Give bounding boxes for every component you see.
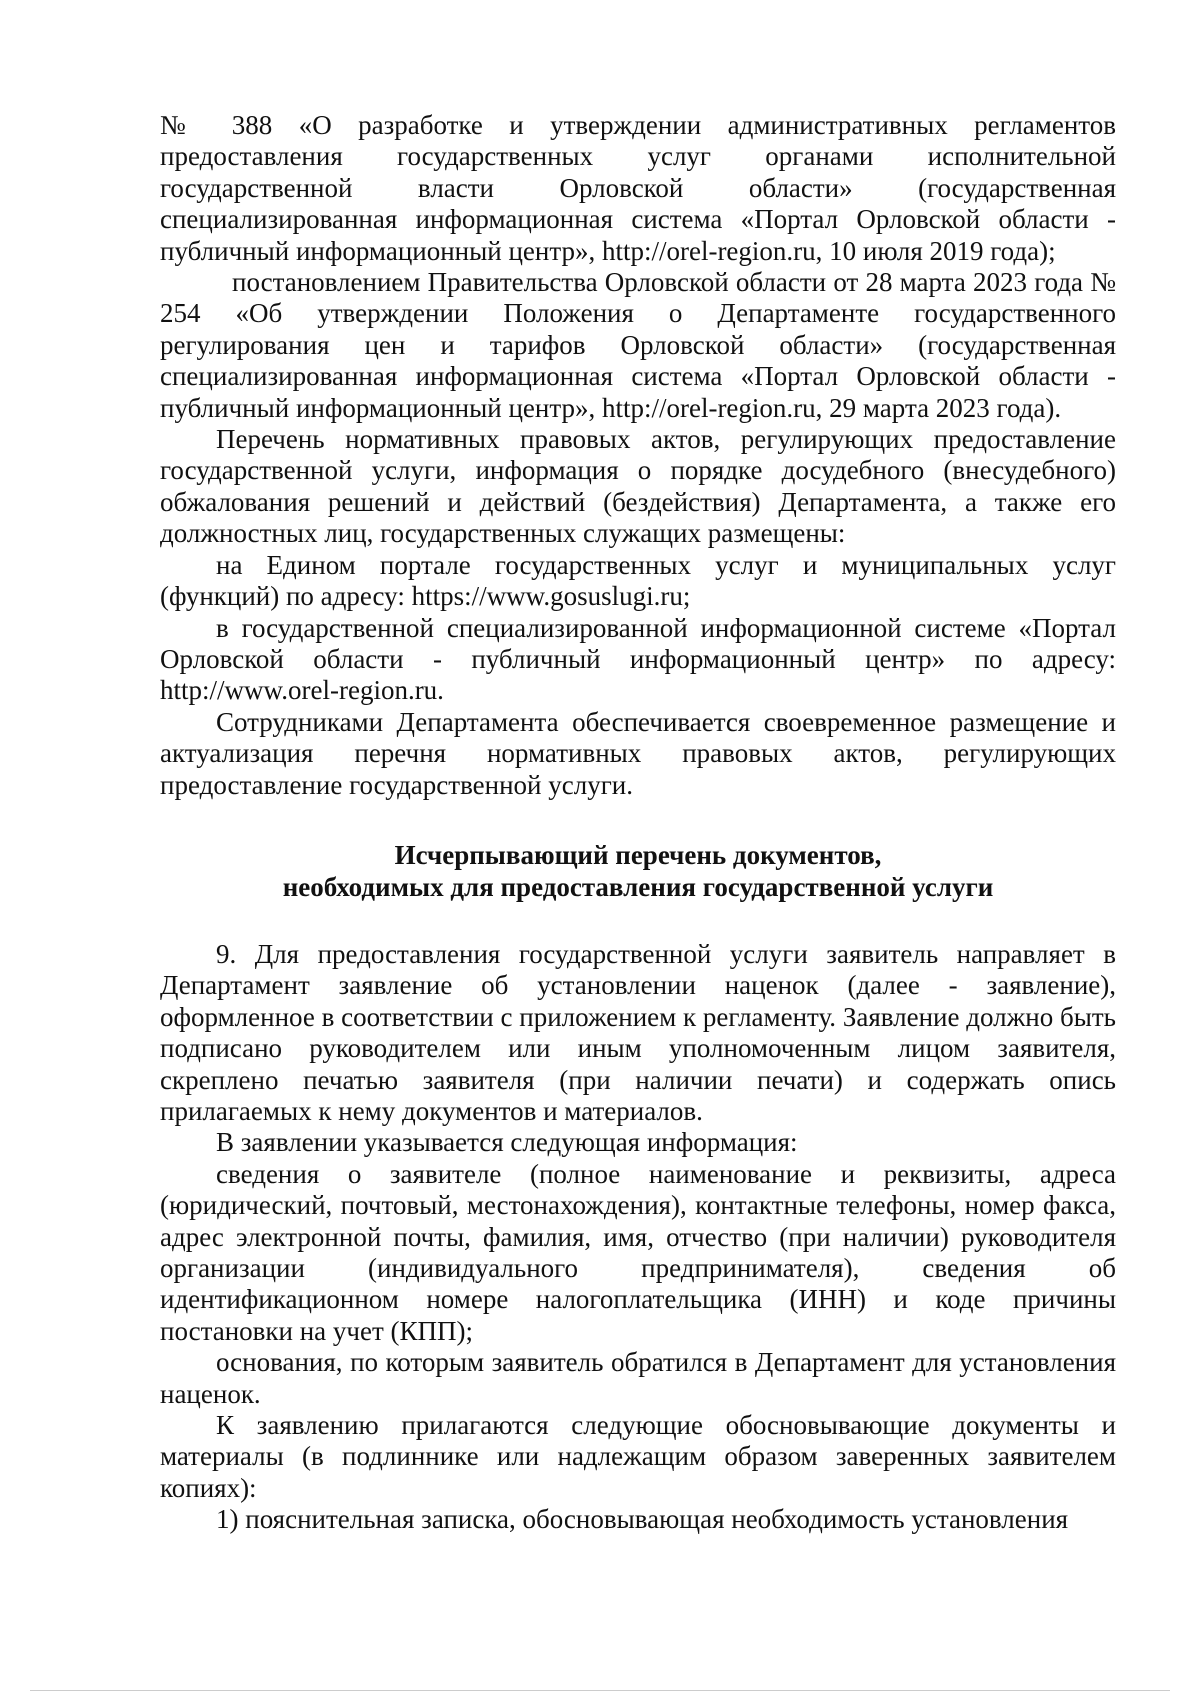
- paragraph-application-info: В заявлении указывается следующая информация:: [216, 1127, 798, 1158]
- paragraph-timely-publication: Сотрудниками Департамента обеспечивается своевременное размещение и актуализация перечня нормативных правовых актов, регулирующих предоставление государственной услуги.: [160, 706, 1116, 800]
- paragraph-orel-region-portal: в государственной специализированной информационной системе «Портал Орловской области - публичный информационный центр» по адресу: http://www.orel-region.ru.: [160, 612, 1116, 706]
- page-bottom-rule: [30, 1690, 1170, 1691]
- section-heading-line-1: Исчерпывающий перечень документов,: [394, 839, 882, 870]
- document-body: [160, 110, 1116, 1536]
- paragraph-regulation-388: № 388 «О разработке и утверждении административных регламентов предоставления государственных услуг органами исполнительной государственной власти Орловской области» (государственная специализированная информационная система «Портал Орловской области - публичный информационный центр», http://orel-region.ru, 10 июля 2019 года);: [160, 110, 1116, 266]
- paragraph-explanatory-note: 1) пояснительная записка, обосновывающая необходимость установления: [216, 1504, 1069, 1535]
- paragraph-item-9: 9. Для предоставления государственной услуги заявитель направляет в Департамент заявление об установлении наценок (далее - заявление), оформленное в соответствии с приложением к регламенту. Заявление должно быть подписано руководителем или иным уполномоченным лицом заявителя, скреплено печатью заявителя (при наличии печати) и содержать опись прилагаемых к нему документов и материалов.: [160, 938, 1116, 1126]
- section-heading-line-2: необходимых для предоставления государственной услуги: [282, 871, 994, 902]
- paragraph-resolution-254: постановлением Правительства Орловской области от 28 марта 2023 года № 254 «Об утверждении Положения о Департаменте государственного регулирования цен и тарифов Орловской области» (государственная специализированная информационная система «Портал Орловской области - публичный информационный центр», http://orel-region.ru, 29 марта 2023 года).: [160, 267, 1116, 423]
- section-heading: [160, 839, 1116, 903]
- paragraph-attachments: К заявлению прилагаются следующие обосновывающие документы и материалы (в подлиннике или надлежащим образом заверенных заявителем копиях):: [160, 1410, 1116, 1503]
- paragraph-gosuslugi-portal: на Едином портале государственных услуг и муниципальных услуг (функций) по адресу: https://www.gosuslugi.ru;: [160, 549, 1116, 612]
- paragraph-list-of-acts: Перечень нормативных правовых актов, регулирующих предоставление государственной услуги, информация о порядке досудебного (внесудебного) обжалования решений и действий (бездействия) Департамента, а также его должностных лиц, государственных служащих размещены:: [160, 424, 1116, 549]
- paragraph-grounds: основания, по которым заявитель обратился в Департамент для установления наценок.: [160, 1347, 1116, 1409]
- paragraph-applicant-details: сведения о заявителе (полное наименование и реквизиты, адреса (юридический, почтовый, местонахождения), контактные телефоны, номер факса, адрес электронной почты, фамилия, имя, отчество (при наличии) руководителя организации (индивидуального предпринимателя), сведения об идентификационном номере налогоплательщика (ИНН) и коде причины постановки на учет (КПП);: [160, 1158, 1116, 1346]
